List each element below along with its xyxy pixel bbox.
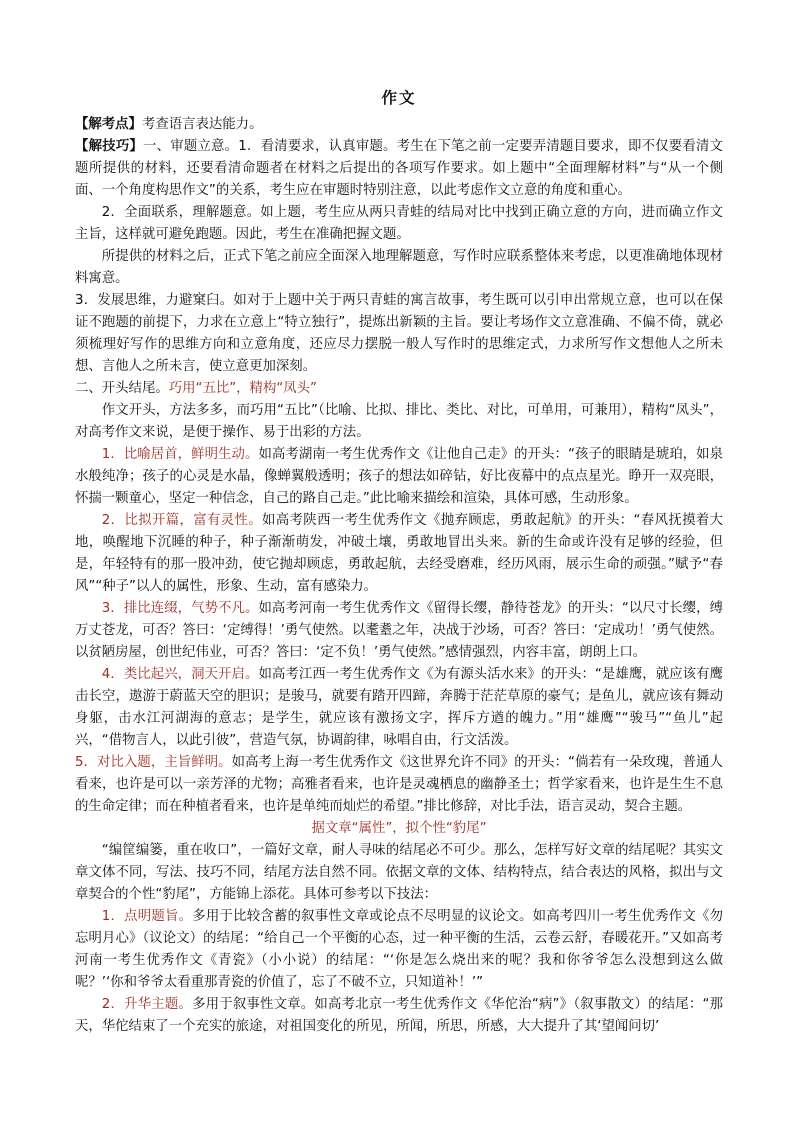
section-1-text: 一、审题立意。1．看清要求，认真审题。考生在下笔之前一定要弄清题目要求，即不仅要看清文题所提供的材料，还要看清命题者在材料之后提出的各项写作要求。如上题中“全面理解材料”与“从一个侧面、一个角度构思作文”的关系，考生应在审题时特别注意，以此考虑作文立意的角度和重心。 <box>75 139 723 198</box>
paragraph-8-text: 如高考陕西一考生优秀作文《抛弃顾虑，勇敢起航》的开头：“春风抚摸着大地，唤醒地下沉睡的种子，种子渐渐萌发，冲破土壤，勇敢地冒出头来。新的生命或许没有足够的经验，但是，年轻特有的那一股冲劲，使它抛却顾虑，勇敢起航，去经受磨难，经历风雨，展示生命的顽强。”赋予“春风”“种子”以人的属性，形象、生动，富有感染力。 <box>75 513 723 594</box>
section-subtitle: 据文章“属性”，拟个性“豹尾” <box>311 821 487 836</box>
paragraph-9-text: 如高考河南一考生优秀作文《留得长缨，静待苍龙》的开头：“以尺寸长缨，缚万丈苍龙，可否？答曰：‘定缚得！’勇气使然。以耄耋之年，决战于沙场，可否？答曰：‘定成功！’勇气使然。以贫陋房屋，创世纪伟业，可否？答曰：‘定不负！’勇气使然。”感情强烈，内容丰富，朗朗上口。 <box>75 601 723 660</box>
section-2-highlight: 巧用“五比”，精构“凤头” <box>168 381 317 396</box>
paragraph-13-highlight: 1．点明题旨。 <box>101 909 193 924</box>
document-page <box>75 86 723 1038</box>
section-2-heading <box>75 378 723 400</box>
paragraph-13 <box>75 906 723 994</box>
paragraph-14-text: 多用于叙事性文章。如高考北京一考生优秀作文《华佗治“病”》（叙事散文）的结尾：“那天，华佗结束了一个充实的旅途，对祖国变化的所见，所闻，所思，所感，大大提升了其‘望闻问切’ <box>75 997 723 1034</box>
kaodian-paragraph <box>75 114 723 136</box>
paragraph-9-highlight: 3．排比连缀，气势不凡。 <box>101 601 259 616</box>
paragraph-2: 2．全面联系，理解题意。如上题，考生应从两只青蛙的结局对比中找到正确立意的方向，进而确立作文主旨，这样就可避免跑题。因此，考生在准确把握文题。 <box>75 205 723 242</box>
kaodian-text: 考查语言表达能力。 <box>141 117 263 132</box>
paragraph-3: 所提供的材料之后，正式下笔之前应全面深入地理解题意，写作时应联系整体来考虑，以更准确地体现材料寓意。 <box>75 249 723 286</box>
paragraph-11-highlight: 5．对比入题，主旨鲜明。 <box>75 755 232 770</box>
document-title: 作文 <box>381 89 417 107</box>
paragraph-8 <box>75 510 723 598</box>
paragraph-8-highlight: 2．比拟开篇，富有灵性。 <box>101 513 263 528</box>
section-2-lead: 二、开头结尾。 <box>75 381 169 396</box>
jiqiao-paragraph <box>75 136 723 202</box>
paragraph-10-highlight: 4．类比起兴，洞天开启。 <box>101 667 259 682</box>
paragraph-10 <box>75 664 723 752</box>
paragraph-10-text: 如高考江西一考生优秀作文《为有源头活水来》的开头：“是雄鹰，就应该有鹰击长空，遨游于蔚蓝天空的胆识；是骏马，就要有踏开四蹄，奔腾于茫茫草原的豪气；是鱼儿，就应该有舞动身躯，击水江河湖海的意志；是学生，就应该有激扬文字，挥斥方遒的魄力。”用“雄鹰”“骏马”“鱼儿”起兴，“借物言人，以此引彼”，营造气氛，协调韵律，咏唱自由，行文活泼。 <box>75 667 723 748</box>
paragraph-14-highlight: 2．升华主题。 <box>101 997 193 1012</box>
paragraph-11-text: 如高考上海一考生优秀作文《这世界允许不同》的开头：“倘若有一朵玫瑰，普通人看来，也许是可以一亲芳泽的尤物；高雅者看来，也许是灵魂栖息的幽静圣土；哲学家看来，也许是生生不息的生命定律；而在种植者看来，也许是单纯而灿烂的希望。”排比修辞，对比手法，语言灵动，契合主题。 <box>75 755 723 814</box>
paragraph-7-text: 如高考湖南一考生优秀作文《让他自己走》的开头：“孩子的眼睛是琥珀，如泉水般纯净；孩子的心灵是水晶，像蝉翼般透明；孩子的想法如碎钻，好比夜幕中的点点星光。睁开一双亮眼，怀揣一颗童心，坚定一种信念，自己的路自己走。”此比喻来描绘和渲染，具体可感，生动形象。 <box>75 447 723 506</box>
jiqiao-tag: 【解技巧】 <box>75 139 144 154</box>
paragraph-6: 作文开头，方法多多，而巧用“五比”（比喻、比拟、排比、类比、对比，可单用，可兼用），精构“凤头”，对高考作文来说，是便于操作、易于出彩的方法。 <box>75 403 723 440</box>
paragraph-4: 3．发展思维，力避窠臼。如对于上题中关于两只青蛙的寓言故事，考生既可以引申出常规立意，也可以在保证不跑题的前提下，力求在立意上“特立独行”，提炼出新颖的主旨。要让考场作文立意准确、不偏不倚，就必须梳理好写作的思维方向和立意角度，还应尽力摆脱一般人写作时的思维定式，力求所写作文想他人之所未想、言他人之所未言，使立意更加深刻。 <box>75 293 723 374</box>
paragraph-7 <box>75 444 723 510</box>
paragraph-12: “编筐编篓，重在收口”，一篇好文章，耐人寻味的结尾必不可少。那么，怎样写好文章的结尾呢？其实文章文体不同，写法、技巧不同，结尾方法自然不同。依据文章的文体、结构特点，结合表达的风格，拟出与文章契合的个性“豹尾”，方能锦上添花。具体可参考以下技法： <box>75 843 723 902</box>
kaodian-tag: 【解考点】 <box>75 117 142 132</box>
paragraph-14 <box>75 994 723 1038</box>
paragraph-9 <box>75 598 723 664</box>
paragraph-13-text: 多用于比较含蓄的叙事性文章或论点不尽明显的议论文。如高考四川一考生优秀作文《勿忘明月心》（议论文）的结尾：“给自己一个平衡的心态，过一种平衡的生活，云卷云舒，春暖花开。”又如高考河南一考生优秀作文《青瓷》（小小说）的结尾：“‘你是怎么烧出来的呢？我和你爷爷怎么没想到这么做呢？’‘你和爷爷太看重那青瓷的价值了，忘了不破不立，只知道补！’” <box>75 909 723 990</box>
paragraph-7-highlight: 1．比喻居首，鲜明生动。 <box>101 447 259 462</box>
paragraph-11 <box>75 752 723 818</box>
